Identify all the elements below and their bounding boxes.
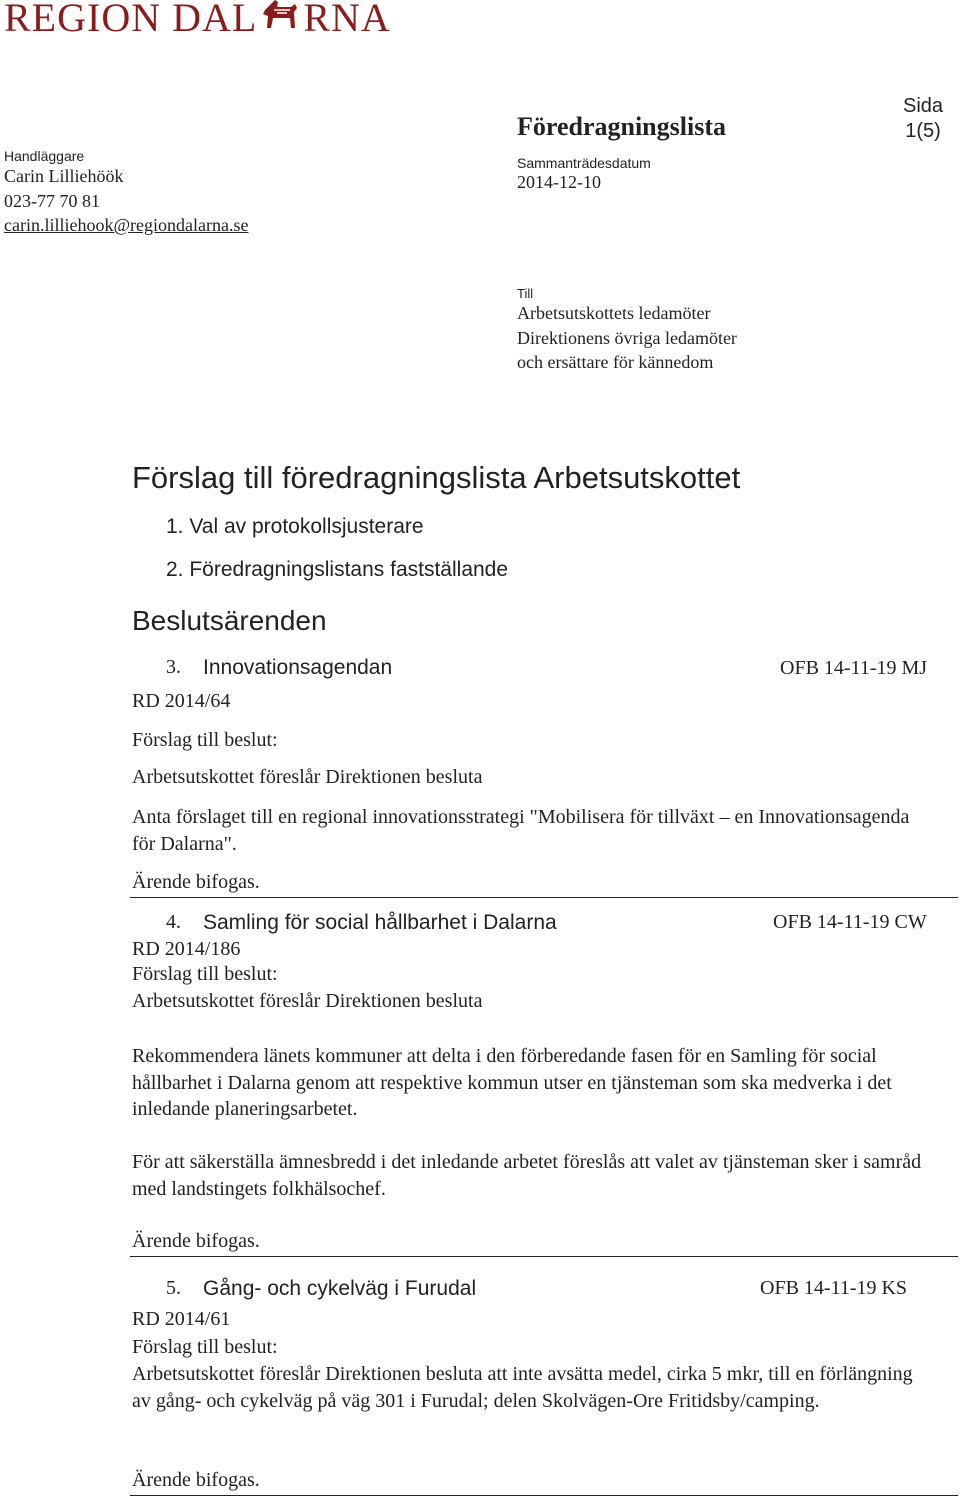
- page-number: 1(5): [905, 120, 941, 142]
- page-indicator: [903, 94, 943, 144]
- case-3-reference: OFB 14-11-19 MJ: [780, 657, 928, 679]
- case-5-decision-text: Arbetsutskottet föreslår Direktionen besluta att inte avsätta medel, cirka 5 mkr, till en förlängning av gång- och cykelväg på väg 301 i Furudal; delen Skolvägen-Ore Fritidsby/camping.: [132, 1363, 913, 1412]
- dala-horse-icon: [257, 0, 303, 36]
- agenda-item-1: 1. Val av protokollsjusterare: [166, 515, 424, 538]
- recipient-line: och ersättare för kännedom: [517, 352, 714, 372]
- region-dalarna-logo: [4, 0, 391, 38]
- case-4-decision-text: Rekommendera länets kommuner att delta i den förberedande fasen för en Samling för social hållbarhet i Dalarna genom att respektive kommun utser en tjänsteman som ska medverka i det inledande planeringsarbetet.: [132, 1045, 892, 1120]
- case-3-decision-text: Anta förslaget till en regional innovationsstrategi "Mobilisera för tillväxt – en Innovationsagenda för Dalarna".: [132, 806, 910, 855]
- case-5-number: 5.: [166, 1277, 181, 1299]
- case-3-proposal-label: Förslag till beslut:: [132, 729, 278, 751]
- case-5-attachment-note: Ärende bifogas.: [132, 1469, 260, 1491]
- section-heading: Beslutsärenden: [132, 605, 327, 636]
- case-3-title: Innovationsagendan: [203, 656, 393, 679]
- meeting-date-label: Sammanträdesdatum: [517, 155, 651, 171]
- agenda-heading: Förslag till föredragningslista Arbetsutskottet: [132, 460, 741, 495]
- case-4-proposal-label: Förslag till beslut:: [132, 963, 278, 985]
- case-5-title: Gång- och cykelväg i Furudal: [203, 1277, 477, 1300]
- recipients-label: Till: [517, 286, 534, 301]
- handlaggare-name: Carin Lilliehöök: [4, 166, 124, 186]
- recipient-line: Arbetsutskottets ledamöter: [517, 303, 711, 323]
- handlaggare-email-link[interactable]: carin.lilliehook@regiondalarna.se: [4, 215, 249, 235]
- divider: [130, 1495, 958, 1496]
- case-4-attachment-note: Ärende bifogas.: [132, 1230, 260, 1252]
- case-4-dnr: RD 2014/186: [132, 938, 241, 960]
- meeting-date-value: 2014-12-10: [517, 172, 601, 192]
- case-3-number: 3.: [166, 656, 181, 678]
- divider: [130, 897, 958, 898]
- case-4-additional-text: För att säkerställa ämnesbredd i det inledande arbetet föreslås att valet av tjänsteman sker i samråd med landstingets folkhälsochef.: [132, 1151, 922, 1200]
- handlaggare-phone: 023-77 70 81: [4, 191, 100, 211]
- case-4-proposer: Arbetsutskottet föreslår Direktionen besluta: [132, 990, 483, 1012]
- page-label: Sida: [903, 95, 944, 117]
- case-4-reference: OFB 14-11-19 CW: [773, 911, 927, 933]
- case-3-attachment-note: Ärende bifogas.: [132, 871, 260, 893]
- logo-text-right: RNA: [303, 0, 391, 40]
- case-3-dnr: RD 2014/64: [132, 690, 231, 712]
- case-5-dnr: RD 2014/61: [132, 1308, 231, 1330]
- recipient-line: Direktionens övriga ledamöter: [517, 328, 737, 348]
- case-4-title: Samling för social hållbarhet i Dalarna: [203, 911, 557, 934]
- case-5-proposal-label: Förslag till beslut:: [132, 1336, 278, 1358]
- case-4-number: 4.: [166, 911, 181, 933]
- agenda-item-2: 2. Föredragningslistans fastställande: [166, 558, 509, 581]
- divider: [130, 1256, 958, 1257]
- handlaggare-label: Handläggare: [4, 148, 85, 164]
- document-title: Föredragningslista: [517, 112, 726, 141]
- case-3-proposer: Arbetsutskottet föreslår Direktionen besluta: [132, 766, 483, 788]
- case-5-reference: OFB 14-11-19 KS: [760, 1277, 908, 1299]
- logo-text-left: REGION DAL: [4, 0, 258, 40]
